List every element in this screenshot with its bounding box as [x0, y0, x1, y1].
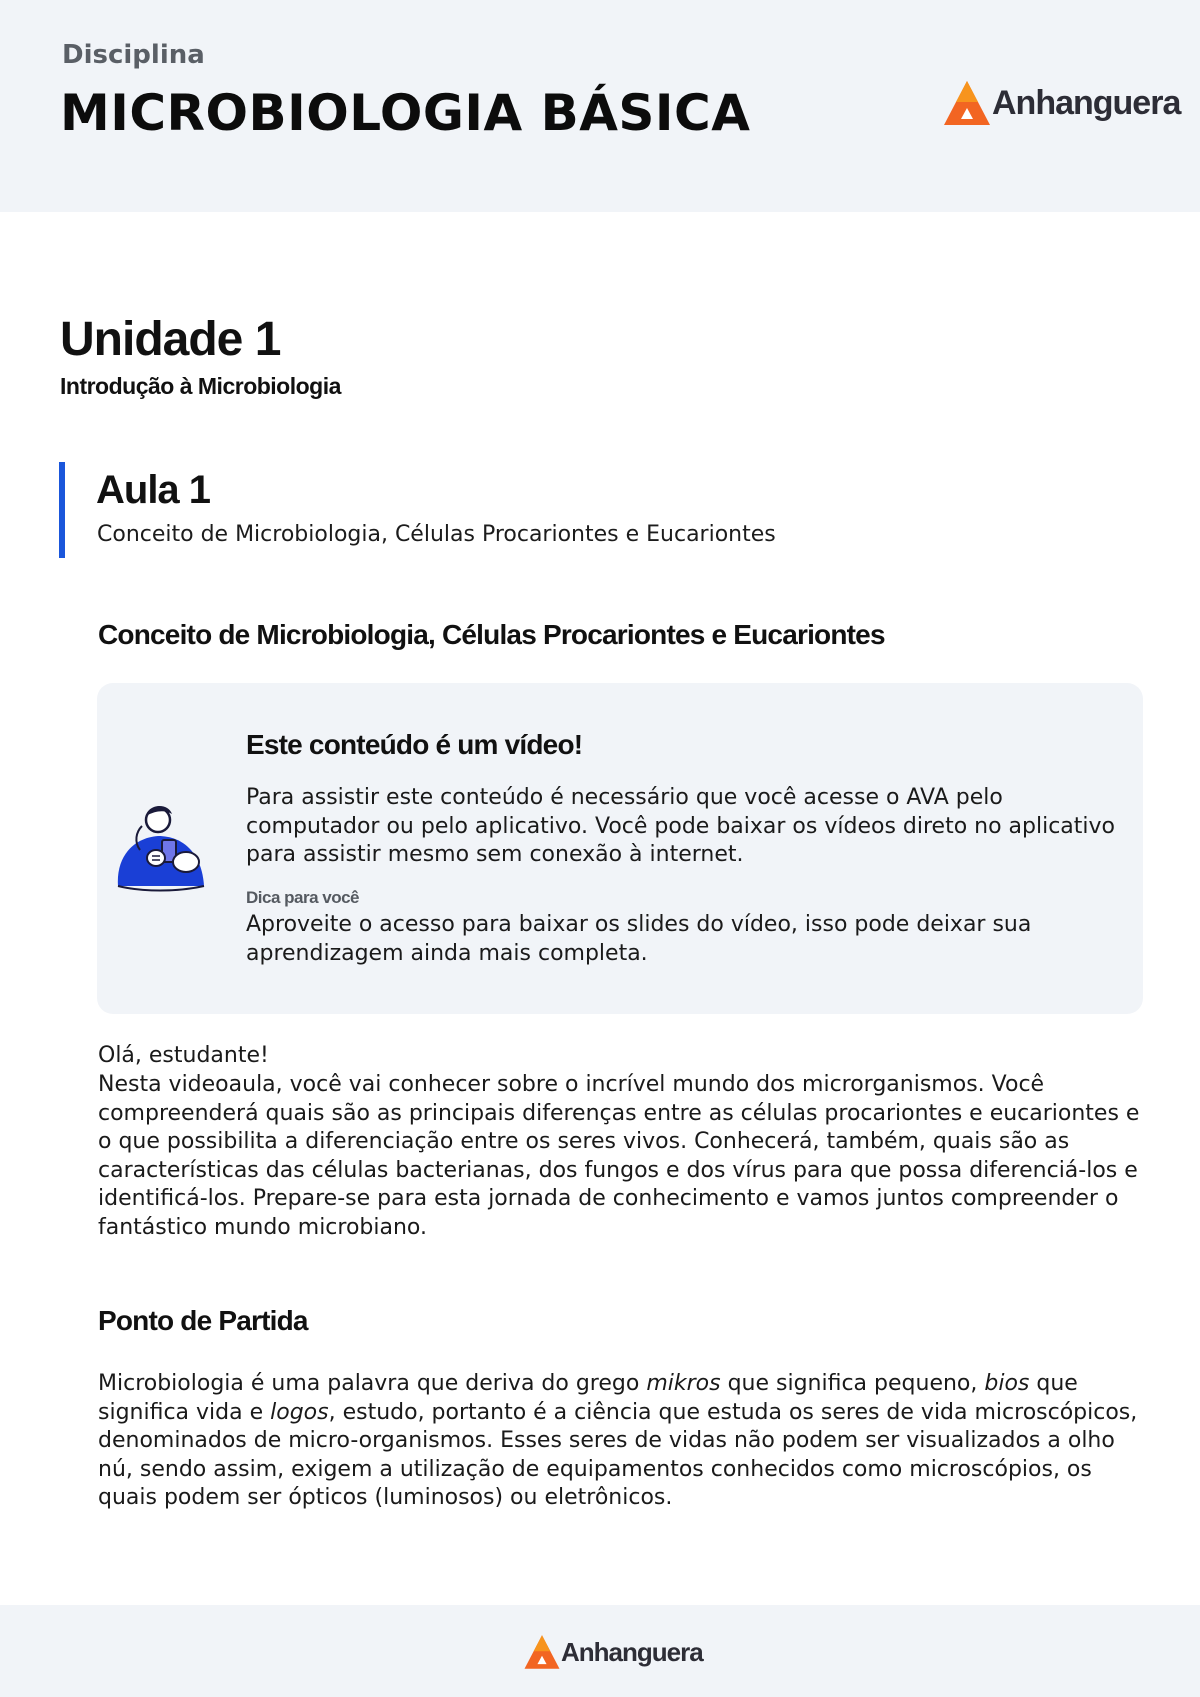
intro-paragraph: Nesta videoaula, você vai conhecer sobre o incrível mundo dos microrganismos. Você compreenderá quais são as principais diferenças entre as células procariontes e eucariontes e o que possibilita a diferenciação entre os seres vivos. Conhecerá, também, quais são as características das células bacterianas, dos fungos e dos vírus para que possa diferenciá-los e identificá-los. Prepare-se para esta jornada de conhecimento e vamos juntos compreender o fantástico mundo microbiano. — [98, 1072, 1140, 1240]
page-footer — [0, 1605, 1200, 1697]
unit-subtitle: Introdução à Microbiologia — [60, 373, 341, 399]
lesson-accent-bar — [59, 462, 65, 558]
paragraph-text: que significa pequeno, — [720, 1371, 985, 1396]
person-holding-phone-icon — [112, 800, 208, 900]
video-notice-text: Para assistir este conteúdo é necessário que você acesse o AVA pelo computador ou pelo aplicativo. Você pode baixar os vídeos direto no aplicativo para assistir mesmo sem conexão à internet. — [246, 785, 1116, 867]
footer-brand-name: Anhanguera — [561, 1636, 703, 1667]
paragraph-text: , estudo, portanto é a ciência que estuda os seres de vida microscópicos, denominados de micro-organismos. Esses seres de vidas não podem ser visualizados a olho nú, sendo assim, exigem a utilização de equipamentos conhecidos como microscópios, os quais podem ser ópticos (luminosos) ou eletrônicos. — [98, 1399, 1138, 1511]
starting-point-paragraph — [98, 1370, 1148, 1513]
section-heading-concept: Conceito de Microbiologia, Células Procariontes e Eucariontes — [98, 619, 885, 650]
greek-term-bios: bios — [984, 1371, 1030, 1396]
tip-text: Aproveite o acesso para baixar os slides do vídeo, isso pode deixar sua aprendizagem ainda mais completa. — [246, 912, 1032, 966]
unit-title: Unidade 1 — [60, 313, 281, 366]
discipline-title: MICROBIOLOGIA BÁSICA — [60, 84, 751, 142]
greek-term-logos: logos — [270, 1399, 329, 1425]
brand-name: Anhanguera — [992, 83, 1181, 122]
greek-term-mikros: mikros — [646, 1371, 721, 1396]
greeting: Olá, estudante! — [98, 1043, 269, 1068]
lesson-title: Aula 1 — [96, 468, 211, 512]
brand-logo — [942, 78, 1180, 128]
footer-brand-logo — [523, 1633, 703, 1671]
paragraph-text: que significa vida e — [98, 1371, 1078, 1425]
paragraph-text: Microbiologia é uma palavra que deriva do grego — [98, 1371, 647, 1396]
page-header — [0, 0, 1200, 212]
anhanguera-logo-icon — [942, 78, 992, 128]
discipline-label: Disciplina — [62, 40, 205, 70]
tip-label: Dica para você — [246, 888, 360, 907]
section-heading-starting-point: Ponto de Partida — [98, 1305, 308, 1336]
anhanguera-logo-icon — [523, 1633, 561, 1671]
lesson-subtitle: Conceito de Microbiologia, Células Procariontes e Eucariontes — [97, 522, 776, 547]
video-notice-title: Este conteúdo é um vídeo! — [246, 729, 583, 760]
